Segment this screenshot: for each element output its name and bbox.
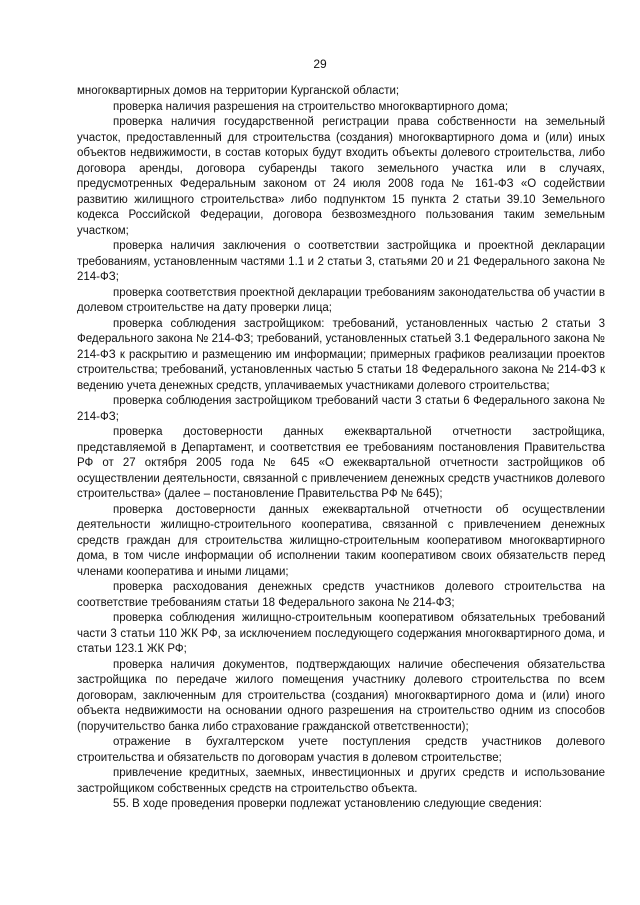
paragraph: проверка достоверности данных ежеквартальной отчетности об осуществлении деятельности жилищно-строительного кооператива, связанной с привлечением денежных средств граждан для строительства жилищно-строительным кооперативом многоквартирного дома, в том числе информации об исполнении таким кооперативом своих обязательств перед членами кооператива и иными лицами; [77,503,605,578]
paragraph: проверка наличия государственной регистрации права собственности на земельный участок, предоставленный для строительства (создания) многоквартирного дома и (или) иных объектов недвижимости, в состав которых будут входить объекты долевого строительства, либо договора аренды, договора субаренды такого земельного участка или в случаях, предусмотренных Федеральным законом от 24 июля 2008 года № 161-ФЗ «О содействии развитию жилищного строительства» либо подпунктом 15 пункта 2 статьи 39.10 Земельного кодекса Российской Федерации, договора безвозмездного пользования таким земельным участком; [77,116,605,237]
paragraph: проверка соблюдения жилищно-строительным кооперативом обязательных требований части 3 статьи 110 ЖК РФ, за исключением последующего содержания многоквартирного дома, и статьи 123.1 ЖК РФ; [77,612,605,655]
paragraph: многоквартирных домов на территории Курганской области; [77,85,400,97]
paragraph: проверка расходования денежных средств участников долевого строительства на соответствие требованиям статьи 18 Федерального закона № 214-ФЗ; [77,581,605,609]
paragraph: проверка наличия разрешения на строительство многоквартирного дома; [113,100,509,113]
paragraph: отражение в бухгалтерском учете поступления средств участников долевого строительства и обязательств по договорам участия в долевом строительстве; [77,736,605,764]
page-number: 29 [313,57,327,71]
paragraph: 55. В ходе проведения проверки подлежат установлению следующие сведения: [113,798,542,810]
paragraph: привлечение кредитных, заемных, инвестиционных и других средств и использование застройщиком собственных средств на строительство объекта. [77,767,605,795]
body-text [77,84,605,813]
paragraph: проверка достоверности данных ежеквартальной отчетности застройщика, представляемой в Департамент, и соответствия ее требованиям постановления Правительства РФ от 27 октября 2005 года № 645 «О ежеквартальной отчетности застройщиков об осуществлении деятельности, связанной с привлечением денежных средств участников долевого строительства» (далее – постановление Правительства РФ № 645); [77,426,605,500]
paragraph: проверка соответствия проектной декларации требованиям законодательства об участии в долевом строительстве на дату проверки лица; [77,286,605,314]
paragraph: проверка наличия заключения о соответствии застройщика и проектной декларации требованиям, установленным частями 1.1 и 2 статьи 3, статьями 20 и 21 Федерального закона № 214-ФЗ; [77,240,605,283]
paragraph: проверка соблюдения застройщиком: требований, установленных частью 2 статьи 3 Федерального закона № 214-ФЗ; требований, установленных статьей 3.1 Федерального закона № 214-ФЗ к раскрытию и размещению им информации; примерных графиков реализации проектов строительства; требований, установленных частью 5 статьи 18 Федерального закона № 214-ФЗ к ведению учета денежных средств, уплачиваемых участниками долевого строительства; [77,317,605,392]
paragraph: проверка соблюдения застройщиком требований части 3 статьи 6 Федерального закона № 214-ФЗ; [77,395,605,423]
paragraph: проверка наличия документов, подтверждающих наличие обеспечения обязательства застройщика по передаче жилого помещения участнику долевого строительства по всем договорам, заключенным для строительства (создания) многоквартирного дома и (или) иного объекта недвижимости на основании одного разрешения на строительство одним из способов (поручительство банка либо страхование гражданской ответственности); [77,658,605,733]
